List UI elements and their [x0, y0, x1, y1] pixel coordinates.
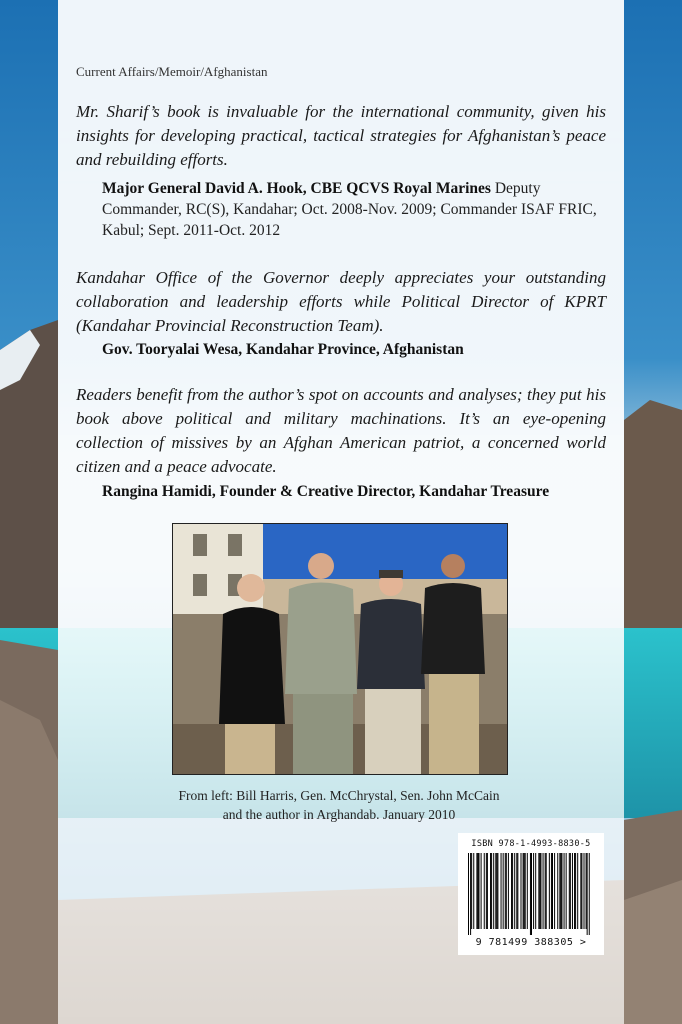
barcode-bars [468, 853, 594, 935]
barcode-digits: 9 781499 388305 > [475, 937, 587, 948]
photo-illustration [173, 524, 507, 774]
blurb-quote-2: Kandahar Office of the Governor deeply appreciates your outstanding collaboration and leadership efforts while Political Director of KPRT (Kandahar Provincial Reconstruction Team). [76, 268, 606, 335]
photo-caption-line-2: and the author in Arghandab. January 2010 [222, 807, 456, 822]
attribution-name-1: Major General David A. Hook, CBE QCVS Royal Marines [102, 180, 491, 197]
blurb-quote-1: Mr. Sharif’s book is invaluable for the international community, given his insights for developing practical, tactical strategies for Afghanistan’s peace and rebuilding efforts. [76, 102, 606, 169]
category-label: Current Affairs/Memoir/Afghanistan [76, 64, 268, 79]
isbn-label: ISBN 978-1-4993-8830-5 [471, 839, 591, 849]
photo-caption-line-1: From left: Bill Harris, Gen. McChrystal, Sen. John McCain [178, 788, 500, 803]
attribution-detail-1: Deputy Commander, RC(S), Kandahar; Oct. 2008-Nov. 2009; Commander ISAF FRIC, Kabul; Sept. 2011-Oct. 2012 [102, 180, 597, 239]
attribution-name-3: Rangina Hamidi, Founder & Creative Director, Kandahar Treasure [102, 483, 550, 500]
blurb-attribution-1 [102, 178, 606, 241]
blurb-attribution-3 [102, 481, 606, 502]
attribution-name-2: Gov. Tooryalai Wesa, Kandahar Province, Afghanistan [102, 341, 464, 358]
isbn-barcode [458, 833, 604, 955]
photo-caption [172, 786, 506, 824]
author-photo [172, 523, 508, 775]
blurb-quote-3: Readers benefit from the author’s spot on accounts and analyses; they put his book above political and military machinations. It’s an eye-opening collection of missives by an Afghan American patriot, a concerned world citizen and a peace advocate. [76, 385, 606, 476]
blurb-attribution-2 [102, 339, 606, 360]
